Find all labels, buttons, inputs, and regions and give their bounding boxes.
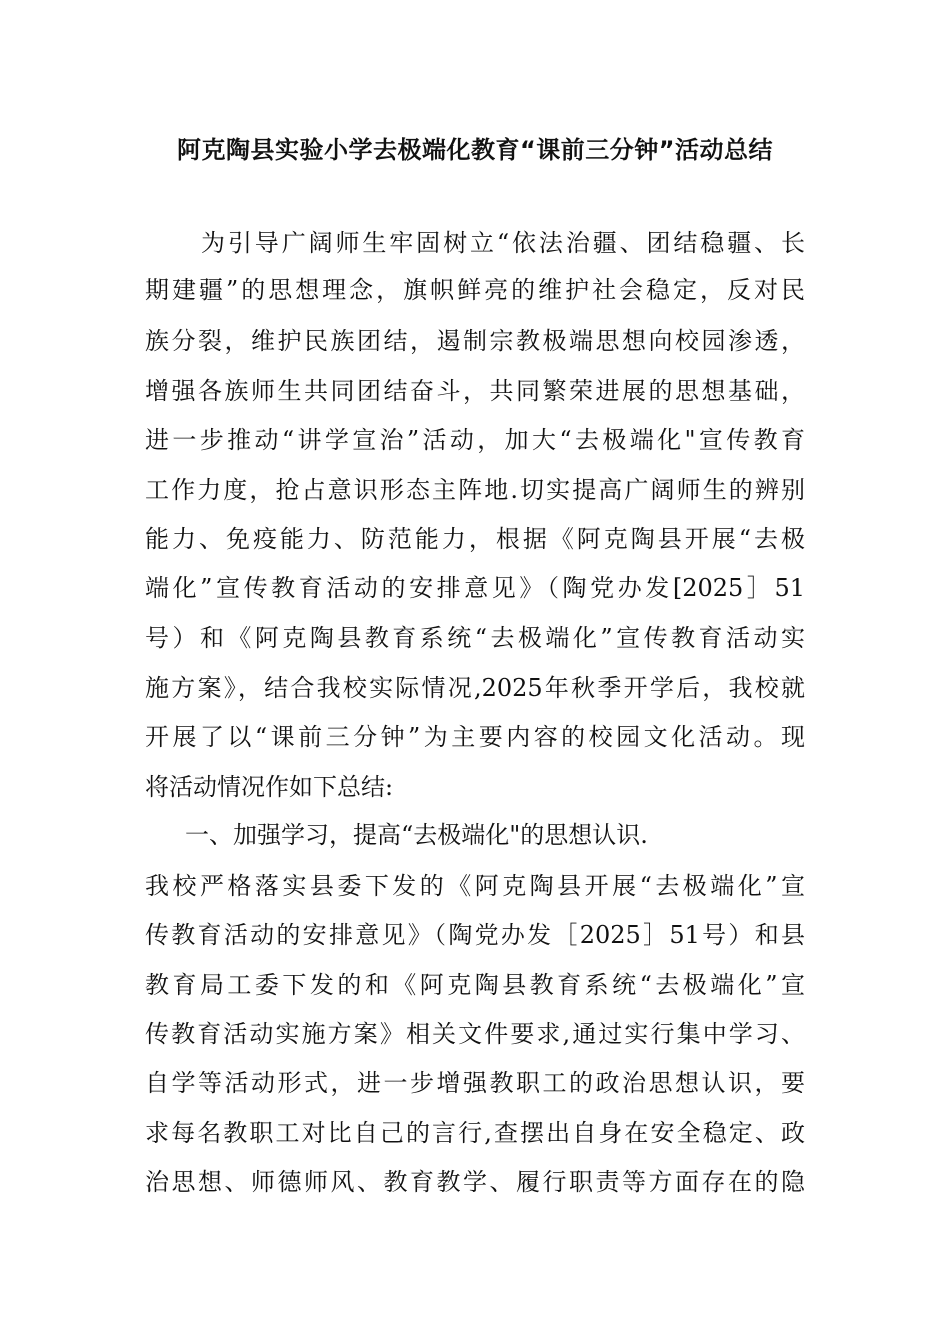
paragraph-line: 治思想、师德师风、教育教学、履行职责等方面存在的隐: [145, 1168, 805, 1196]
paragraph-line: 求每名教职工对比自己的言行,查摆出自身在安全稳定、政: [145, 1119, 805, 1147]
paragraph-line: 将活动情况作如下总结:: [145, 773, 394, 801]
paragraph-line: 施方案》，结合我校实际情况,2025年秋季开学后，我校就: [145, 674, 805, 702]
paragraph-line: 开展了以“课前三分钟”为主要内容的校园文化活动。现: [145, 723, 805, 751]
paragraph-line: 进一步推动“讲学宣治”活动，加大“去极端化"宣传教育: [145, 426, 805, 454]
section-heading: 一、加强学习，提高“去极端化"的思想认识.: [185, 821, 648, 849]
paragraph-line: 自学等活动形式，进一步增强教职工的政治思想认识，要: [145, 1069, 805, 1097]
paragraph-line: 我校严格落实县委下发的《阿克陶县开展“去极端化”宣: [145, 872, 805, 900]
paragraph-line: 工作力度，抢占意识形态主阵地.切实提高广阔师生的辨别: [145, 476, 805, 504]
document-title: 阿克陶县实验小学去极端化教育“课前三分钟”活动总结: [176, 136, 774, 164]
paragraph-line: 传教育活动实施方案》相关文件要求,通过实行集中学习、: [145, 1020, 805, 1048]
paragraph-line: 增强各族师生共同团结奋斗，共同繁荣进展的思想基础，: [145, 377, 805, 405]
paragraph-line: 为引导广阔师生牢固树立“依法治疆、团结稳疆、长: [201, 229, 805, 257]
paragraph-line: 端化”宣传教育活动的安排意见》（陶党办发[2025］51: [145, 574, 805, 602]
paragraph-line: 号）和《阿克陶县教育系统“去极端化”宣传教育活动实: [145, 624, 805, 652]
paragraph-line: 教育局工委下发的和《阿克陶县教育系统“去极端化”宣: [145, 971, 805, 999]
paragraph-line: 族分裂，维护民族团结，遏制宗教极端思想向校园渗透，: [145, 327, 805, 355]
paragraph-line: 能力、免疫能力、防范能力，根据《阿克陶县开展“去极: [145, 525, 805, 553]
paragraph-line: 期建疆”的思想理念，旗帜鲜亮的维护社会稳定，反对民: [145, 276, 805, 304]
paragraph-line: 传教育活动的安排意见》（陶党办发［2025］51号）和县: [145, 921, 805, 949]
